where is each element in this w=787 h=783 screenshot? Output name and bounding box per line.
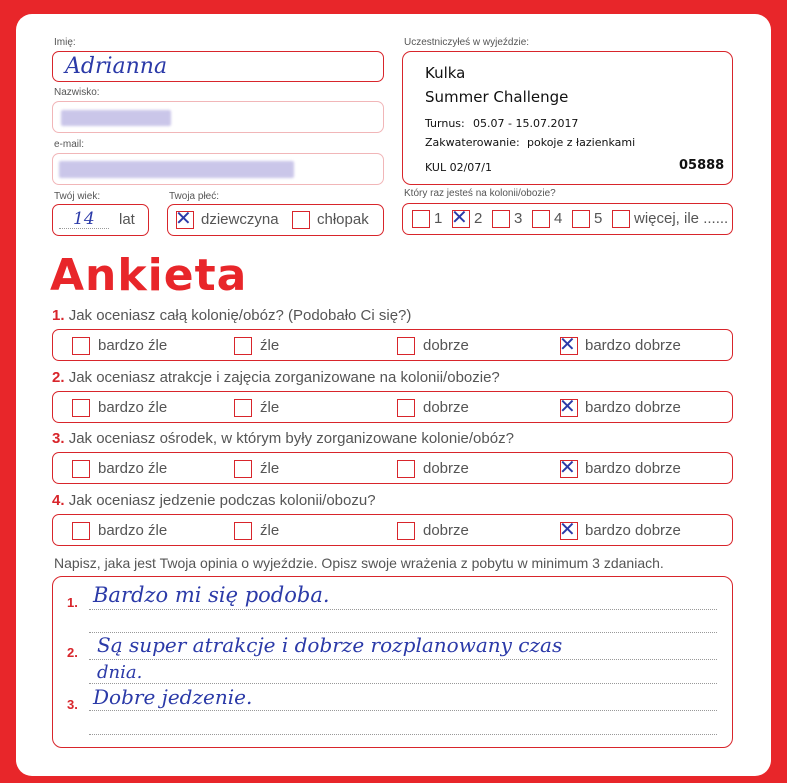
- q1-zle-checkbox[interactable]: [234, 337, 252, 355]
- q2-zle-label: źle: [260, 399, 280, 416]
- q4-dobrze-checkbox[interactable]: [397, 522, 415, 540]
- opinion-text-2: Są super atrakcje i dobrze rozplanowany czas: [97, 633, 563, 657]
- question-3: [52, 430, 514, 447]
- question-4-number: 4.: [52, 492, 65, 509]
- question-3-text: Jak oceniasz ośrodek, w którym były zorganizowane kolonie/obóz?: [68, 430, 514, 447]
- ktory-raz-wiecej-label: więcej, ile ......: [634, 210, 729, 227]
- plec-label: Twoja płeć:: [169, 191, 220, 202]
- q1-bardzo-zle-label: bardzo źle: [98, 337, 168, 354]
- question-2-number: 2.: [52, 369, 65, 386]
- question-2-answers: [52, 391, 733, 423]
- q4-bardzo-zle-checkbox[interactable]: [72, 522, 90, 540]
- checked-mark-icon: ✕: [175, 206, 192, 230]
- ticket-number: 05888: [679, 158, 725, 173]
- ticket-zakw-value: pokoje z łazienkami: [527, 136, 636, 149]
- plec-chlopak-label: chłopak: [317, 211, 369, 228]
- q2-dobrze-checkbox[interactable]: [397, 399, 415, 417]
- checked-mark-icon: ✕: [559, 455, 576, 479]
- q4-bardzo-dobrze-label: bardzo dobrze: [585, 522, 681, 539]
- q3-bardzo-zle-checkbox[interactable]: [72, 460, 90, 478]
- checked-mark-icon: ✕: [559, 332, 576, 356]
- opinion-prompt: Napisz, jaka jest Twoja opinia o wyjeździe. Opisz swoje wrażenia z pobytu w minimum 3 zdaniach.: [54, 555, 664, 571]
- question-2: [52, 369, 500, 386]
- opinion-number-2: 2.: [67, 645, 78, 660]
- question-1-number: 1.: [52, 307, 65, 324]
- ticket-turnus-value: 05.07 - 15.07.2017: [473, 117, 579, 130]
- question-4: [52, 492, 376, 509]
- question-4-text: Jak oceniasz jedzenie podczas kolonii/obozu?: [68, 492, 376, 509]
- q2-zle-checkbox[interactable]: [234, 399, 252, 417]
- email-label: e-mail:: [54, 139, 85, 150]
- q4-zle-label: źle: [260, 522, 280, 539]
- q4-zle-checkbox[interactable]: [234, 522, 252, 540]
- email-field[interactable]: [52, 153, 384, 185]
- q2-bardzo-dobrze-label: bardzo dobrze: [585, 399, 681, 416]
- imie-field[interactable]: [52, 51, 384, 82]
- opinion-line-4: [89, 683, 717, 684]
- q2-bardzo-dobrze-checkbox[interactable]: [559, 394, 578, 418]
- ticket-program: Summer Challenge: [425, 88, 569, 106]
- plec-field: [167, 204, 384, 236]
- ktory-raz-field: [402, 203, 733, 235]
- q3-zle-label: źle: [260, 460, 280, 477]
- opinion-number-3: 3.: [67, 697, 78, 712]
- opinion-box[interactable]: [52, 576, 733, 748]
- q3-bardzo-dobrze-label: bardzo dobrze: [585, 460, 681, 477]
- question-4-answers: [52, 514, 733, 546]
- imie-value: Adrianna: [65, 54, 168, 79]
- opinion-text-1: Bardzo mi się podoba.: [93, 583, 330, 607]
- ticket-turnus-label: Turnus:: [425, 117, 465, 130]
- ktory-raz-4-label: 4: [554, 210, 563, 227]
- checked-mark-icon: ✕: [559, 517, 576, 541]
- opinion-line-6: [89, 734, 717, 735]
- q3-dobrze-label: dobrze: [423, 460, 469, 477]
- question-2-text: Jak oceniasz atrakcje i zajęcia zorganizowane na kolonii/obozie?: [68, 369, 500, 386]
- survey-title: Ankieta: [50, 250, 248, 301]
- wiek-value: 14: [73, 209, 95, 229]
- ticket-name: Kulka: [425, 64, 466, 82]
- q4-dobrze-label: dobrze: [423, 522, 469, 539]
- checked-mark-icon: ✕: [451, 205, 468, 229]
- checked-mark-icon: ✕: [559, 394, 576, 418]
- ktory-raz-3-checkbox[interactable]: [492, 210, 510, 228]
- ktory-raz-2-checkbox[interactable]: [451, 205, 470, 229]
- q3-bardzo-dobrze-checkbox[interactable]: [559, 455, 578, 479]
- ktory-raz-5-label: 5: [594, 210, 603, 227]
- question-1-answers: [52, 329, 733, 361]
- wiek-label: Twój wiek:: [54, 191, 101, 202]
- ticket-label: Uczestniczyłeś w wyjeździe:: [404, 37, 530, 48]
- plec-dziewczyna-label: dziewczyna: [201, 211, 279, 228]
- q4-bardzo-dobrze-checkbox[interactable]: [559, 517, 578, 541]
- q1-bardzo-zle-checkbox[interactable]: [72, 337, 90, 355]
- ticket-box: [402, 51, 733, 185]
- opinion-line-5: [89, 710, 717, 711]
- ktory-raz-1-checkbox[interactable]: [412, 210, 430, 228]
- ticket-zakw-label: Zakwaterowanie:: [425, 136, 520, 149]
- question-3-answers: [52, 452, 733, 484]
- plec-chlopak-checkbox[interactable]: [292, 211, 310, 229]
- opinion-number-1: 1.: [67, 595, 78, 610]
- q2-bardzo-zle-label: bardzo źle: [98, 399, 168, 416]
- ktory-raz-2-label: 2: [474, 210, 483, 227]
- wiek-unit: lat: [119, 211, 135, 228]
- wiek-field[interactable]: [52, 204, 149, 236]
- q3-bardzo-zle-label: bardzo źle: [98, 460, 168, 477]
- question-1-text: Jak oceniasz całą kolonię/obóz? (Podobało Ci się?): [68, 307, 412, 324]
- imie-label: Imię:: [54, 37, 76, 48]
- q1-dobrze-checkbox[interactable]: [397, 337, 415, 355]
- ktory-raz-wiecej-checkbox[interactable]: [612, 210, 630, 228]
- q4-bardzo-zle-label: bardzo źle: [98, 522, 168, 539]
- ktory-raz-label: Który raz jesteś na kolonii/obozie?: [404, 188, 556, 199]
- opinion-line-3: [89, 659, 717, 660]
- email-redacted: [59, 161, 294, 178]
- q2-dobrze-label: dobrze: [423, 399, 469, 416]
- ktory-raz-5-checkbox[interactable]: [572, 210, 590, 228]
- q1-bardzo-dobrze-label: bardzo dobrze: [585, 337, 681, 354]
- nazwisko-label: Nazwisko:: [54, 87, 100, 98]
- q3-zle-checkbox[interactable]: [234, 460, 252, 478]
- q1-bardzo-dobrze-checkbox[interactable]: [559, 332, 578, 356]
- q1-zle-label: źle: [260, 337, 280, 354]
- question-1: [52, 307, 411, 324]
- ktory-raz-1-label: 1: [434, 210, 443, 227]
- nazwisko-field[interactable]: [52, 101, 384, 133]
- question-3-number: 3.: [52, 430, 65, 447]
- opinion-text-3: dnia.: [97, 662, 143, 683]
- plec-dziewczyna-checkbox[interactable]: [175, 206, 194, 230]
- ticket-code: KUL 02/07/1: [425, 161, 492, 174]
- ktory-raz-4-checkbox[interactable]: [532, 210, 550, 228]
- q2-bardzo-zle-checkbox[interactable]: [72, 399, 90, 417]
- ktory-raz-3-label: 3: [514, 210, 523, 227]
- nazwisko-redacted: [61, 110, 171, 126]
- opinion-text-4: Dobre jedzenie.: [93, 685, 253, 709]
- q1-dobrze-label: dobrze: [423, 337, 469, 354]
- opinion-line-1: [89, 609, 717, 610]
- q3-dobrze-checkbox[interactable]: [397, 460, 415, 478]
